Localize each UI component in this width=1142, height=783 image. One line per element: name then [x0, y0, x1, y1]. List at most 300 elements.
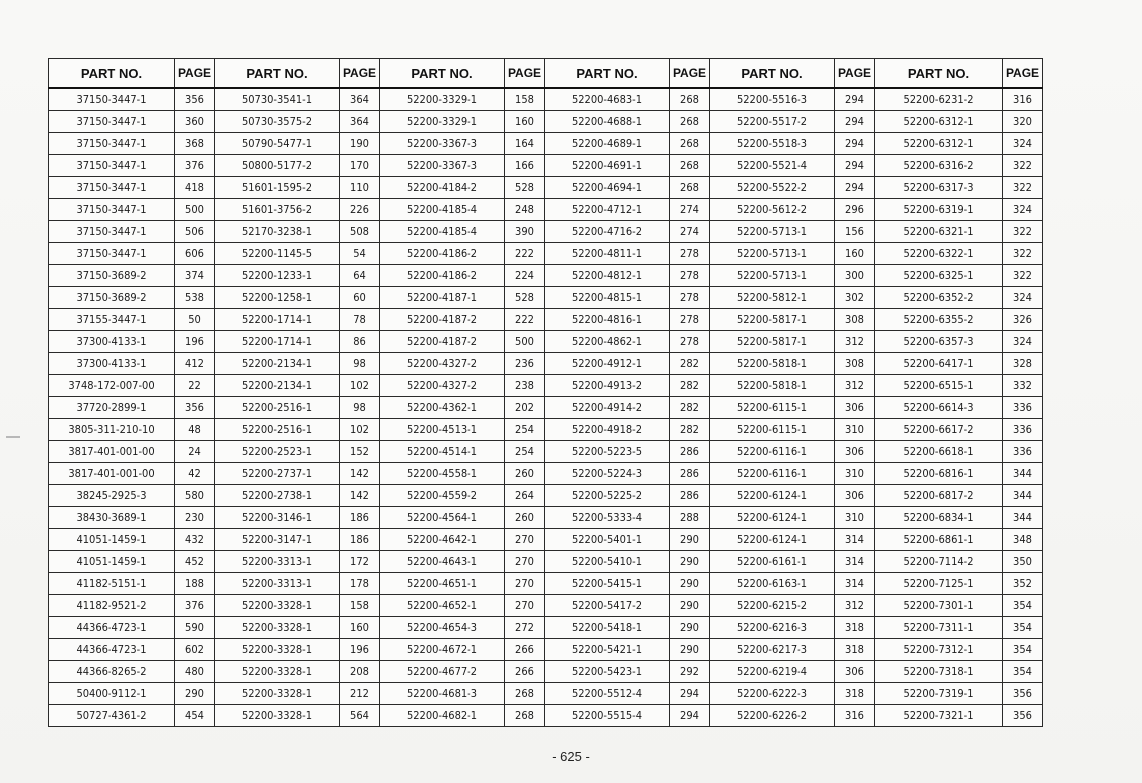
part-number-cell: 52200-6352-2: [875, 287, 1003, 309]
part-number-cell: 52200-3147-1: [215, 529, 340, 551]
page-cell: 316: [1003, 88, 1043, 111]
part-number-cell: 52200-4681-3: [380, 683, 505, 705]
column-header-part-no: PART NO.: [710, 59, 835, 89]
part-number-cell: 52200-7125-1: [875, 573, 1003, 595]
page-cell: 158: [505, 88, 545, 111]
part-number-cell: 52200-4643-1: [380, 551, 505, 573]
page-cell: 306: [835, 397, 875, 419]
page-cell: 294: [670, 705, 710, 727]
part-number-cell: 52200-1714-1: [215, 331, 340, 353]
page-cell: 270: [505, 551, 545, 573]
table-row: [49, 529, 1043, 551]
page-cell: 302: [835, 287, 875, 309]
part-number-cell: 52200-5225-2: [545, 485, 670, 507]
part-number-cell: 52200-3328-1: [215, 617, 340, 639]
page-cell: 412: [175, 353, 215, 375]
page-cell: 336: [1003, 441, 1043, 463]
page-cell: 270: [505, 529, 545, 551]
part-number-cell: 3805-311-210-10: [49, 419, 175, 441]
part-number-cell: 52200-6161-1: [710, 551, 835, 573]
part-number-cell: 52200-6321-1: [875, 221, 1003, 243]
part-number-cell: 37150-3447-1: [49, 199, 175, 221]
page-cell: 336: [1003, 419, 1043, 441]
page-cell: 166: [505, 155, 545, 177]
page-cell: 50: [175, 309, 215, 331]
part-number-cell: 52200-1258-1: [215, 287, 340, 309]
part-number-cell: 52200-6834-1: [875, 507, 1003, 529]
table-row: [49, 595, 1043, 617]
page-cell: 354: [1003, 595, 1043, 617]
table-row: [49, 661, 1043, 683]
part-number-cell: 52200-2516-1: [215, 397, 340, 419]
part-number-cell: 37150-3689-2: [49, 265, 175, 287]
part-number-cell: 37150-3447-1: [49, 133, 175, 155]
part-number-cell: 52200-4564-1: [380, 507, 505, 529]
part-number-cell: 52200-6124-1: [710, 507, 835, 529]
part-number-cell: 52200-7114-2: [875, 551, 1003, 573]
part-number-cell: 52200-6417-1: [875, 353, 1003, 375]
table-row: [49, 199, 1043, 221]
column-header-page: PAGE: [175, 59, 215, 89]
part-number-cell: 52200-4688-1: [545, 111, 670, 133]
page-cell: 152: [340, 441, 380, 463]
part-number-cell: 44366-4723-1: [49, 639, 175, 661]
part-number-cell: 52200-4651-1: [380, 573, 505, 595]
part-number-cell: 44366-4723-1: [49, 617, 175, 639]
part-number-cell: 50730-3575-2: [215, 111, 340, 133]
page-cell: 294: [835, 133, 875, 155]
part-number-cell: 52200-2738-1: [215, 485, 340, 507]
page-cell: 354: [1003, 617, 1043, 639]
page-number: - 625 -: [552, 749, 590, 764]
part-number-cell: 52200-4689-1: [545, 133, 670, 155]
page-cell: 368: [175, 133, 215, 155]
page-cell: 286: [670, 485, 710, 507]
page-cell: 308: [835, 353, 875, 375]
table-row: [49, 133, 1043, 155]
page-cell: 322: [1003, 265, 1043, 287]
part-number-cell: 52200-4815-1: [545, 287, 670, 309]
part-number-cell: 52200-4682-1: [380, 705, 505, 727]
page-cell: 328: [1003, 353, 1043, 375]
table-row: [49, 573, 1043, 595]
page-cell: 164: [505, 133, 545, 155]
table-row: [49, 639, 1043, 661]
table-row: [49, 88, 1043, 111]
page-cell: 310: [835, 419, 875, 441]
page-cell: 294: [835, 111, 875, 133]
table-row: [49, 331, 1043, 353]
part-number-cell: 52200-4185-4: [380, 221, 505, 243]
page-cell: 602: [175, 639, 215, 661]
part-number-cell: 52200-6124-1: [710, 485, 835, 507]
table-body: [49, 88, 1043, 727]
table-row: [49, 177, 1043, 199]
page-cell: 336: [1003, 397, 1043, 419]
part-number-cell: 37300-4133-1: [49, 331, 175, 353]
part-number-cell: 52200-6817-2: [875, 485, 1003, 507]
part-number-cell: 52200-4513-1: [380, 419, 505, 441]
part-number-cell: 52200-6222-3: [710, 683, 835, 705]
page-cell: 278: [670, 331, 710, 353]
part-number-cell: 52200-3329-1: [380, 88, 505, 111]
part-number-cell: 52200-5612-2: [710, 199, 835, 221]
part-number-cell: 37150-3447-1: [49, 243, 175, 265]
part-number-cell: 52200-6357-3: [875, 331, 1003, 353]
column-header-page: PAGE: [340, 59, 380, 89]
part-number-cell: 37150-3447-1: [49, 155, 175, 177]
part-number-cell: 52200-2516-1: [215, 419, 340, 441]
part-number-cell: 52200-4677-2: [380, 661, 505, 683]
part-number-cell: 52200-5401-1: [545, 529, 670, 551]
page-cell: 356: [175, 88, 215, 111]
part-number-cell: 52200-5333-4: [545, 507, 670, 529]
page-cell: 270: [505, 573, 545, 595]
part-number-cell: 50730-3541-1: [215, 88, 340, 111]
page-cell: 282: [670, 397, 710, 419]
page-cell: 102: [340, 419, 380, 441]
part-number-cell: 37300-4133-1: [49, 353, 175, 375]
page-cell: 274: [670, 199, 710, 221]
part-number-cell: 41051-1459-1: [49, 529, 175, 551]
page-cell: 278: [670, 265, 710, 287]
page-cell: 22: [175, 375, 215, 397]
part-number-cell: 52200-7301-1: [875, 595, 1003, 617]
page-cell: 348: [1003, 529, 1043, 551]
table-row: [49, 353, 1043, 375]
part-number-cell: 52200-7321-1: [875, 705, 1003, 727]
part-number-cell: 52200-4912-1: [545, 353, 670, 375]
page-cell: 418: [175, 177, 215, 199]
page-cell: 324: [1003, 199, 1043, 221]
table-row: [49, 265, 1043, 287]
page-cell: 452: [175, 551, 215, 573]
page-cell: 224: [505, 265, 545, 287]
page-cell: 374: [175, 265, 215, 287]
part-number-cell: 52200-5515-4: [545, 705, 670, 727]
part-number-cell: 52200-3367-3: [380, 155, 505, 177]
page-cell: 300: [835, 265, 875, 287]
page-cell: 282: [670, 375, 710, 397]
table-row: [49, 309, 1043, 331]
page-cell: 606: [175, 243, 215, 265]
part-number-cell: 38245-2925-3: [49, 485, 175, 507]
page-cell: 506: [175, 221, 215, 243]
part-number-cell: 52200-5418-1: [545, 617, 670, 639]
part-number-cell: 52200-4716-2: [545, 221, 670, 243]
part-number-cell: 37150-3447-1: [49, 177, 175, 199]
table-row: [49, 485, 1043, 507]
part-number-cell: 52200-6317-3: [875, 177, 1003, 199]
column-header-page: PAGE: [1003, 59, 1043, 89]
page-cell: 290: [670, 595, 710, 617]
table-row: [49, 441, 1043, 463]
page-cell: 288: [670, 507, 710, 529]
page-cell: 318: [835, 617, 875, 639]
page-cell: 390: [505, 221, 545, 243]
table-row: [49, 375, 1043, 397]
part-number-cell: 52200-5415-1: [545, 573, 670, 595]
page-cell: 270: [505, 595, 545, 617]
page-cell: 364: [340, 88, 380, 111]
part-number-cell: 37150-3447-1: [49, 88, 175, 111]
page-cell: 454: [175, 705, 215, 727]
part-number-cell: 52170-3238-1: [215, 221, 340, 243]
page-cell: 332: [1003, 375, 1043, 397]
part-number-cell: 52200-3328-1: [215, 705, 340, 727]
page-cell: 268: [505, 705, 545, 727]
page-cell: 260: [505, 507, 545, 529]
part-number-cell: 52200-4185-4: [380, 199, 505, 221]
page-cell: 282: [670, 353, 710, 375]
part-number-cell: 52200-6116-1: [710, 463, 835, 485]
part-number-cell: 52200-6226-2: [710, 705, 835, 727]
table-row: [49, 243, 1043, 265]
page-cell: 324: [1003, 331, 1043, 353]
part-number-cell: 52200-5817-1: [710, 309, 835, 331]
page-cell: 344: [1003, 485, 1043, 507]
part-number-cell: 52200-4187-2: [380, 309, 505, 331]
part-number-cell: 37150-3689-2: [49, 287, 175, 309]
part-number-cell: 52200-5516-3: [710, 88, 835, 111]
page-cell: 286: [670, 463, 710, 485]
part-number-cell: 38430-3689-1: [49, 507, 175, 529]
part-number-cell: 52200-4327-2: [380, 353, 505, 375]
page-cell: 290: [670, 639, 710, 661]
part-number-cell: 52200-3367-3: [380, 133, 505, 155]
page-cell: 248: [505, 199, 545, 221]
part-number-cell: 50400-9112-1: [49, 683, 175, 705]
part-number-cell: 52200-7319-1: [875, 683, 1003, 705]
table-row: [49, 397, 1043, 419]
page-cell: 238: [505, 375, 545, 397]
page-cell: 314: [835, 551, 875, 573]
page-cell: 186: [340, 507, 380, 529]
part-number-cell: 52200-6322-1: [875, 243, 1003, 265]
page-cell: 268: [505, 683, 545, 705]
page-cell: 290: [670, 529, 710, 551]
page-cell: 226: [340, 199, 380, 221]
page-cell: 278: [670, 243, 710, 265]
part-number-cell: 52200-4187-2: [380, 331, 505, 353]
page-cell: 266: [505, 661, 545, 683]
column-header-part-no: PART NO.: [215, 59, 340, 89]
part-number-cell: 52200-5410-1: [545, 551, 670, 573]
part-number-cell: 52200-4913-2: [545, 375, 670, 397]
page-cell: 254: [505, 441, 545, 463]
part-number-cell: 52200-4514-1: [380, 441, 505, 463]
part-number-cell: 52200-6216-3: [710, 617, 835, 639]
page-cell: 202: [505, 397, 545, 419]
part-number-cell: 52200-6614-3: [875, 397, 1003, 419]
table-row: [49, 507, 1043, 529]
part-number-cell: 52200-4914-2: [545, 397, 670, 419]
part-number-cell: 52200-5223-5: [545, 441, 670, 463]
part-number-cell: 37150-3447-1: [49, 111, 175, 133]
part-number-cell: 52200-5522-2: [710, 177, 835, 199]
part-number-cell: 51601-3756-2: [215, 199, 340, 221]
part-number-cell: 52200-4712-1: [545, 199, 670, 221]
part-number-cell: 52200-4559-2: [380, 485, 505, 507]
part-number-cell: 52200-5713-1: [710, 243, 835, 265]
part-number-cell: 52200-6115-1: [710, 397, 835, 419]
page-cell: 356: [175, 397, 215, 419]
page-cell: 294: [835, 88, 875, 111]
page-cell: 312: [835, 595, 875, 617]
part-number-cell: 44366-8265-2: [49, 661, 175, 683]
part-number-cell: 37720-2899-1: [49, 397, 175, 419]
page-cell: 432: [175, 529, 215, 551]
part-number-cell: 41182-5151-1: [49, 573, 175, 595]
part-number-cell: 52200-7312-1: [875, 639, 1003, 661]
page-cell: 268: [670, 133, 710, 155]
page-cell: 352: [1003, 573, 1043, 595]
part-number-cell: 3748-172-007-00: [49, 375, 175, 397]
part-number-cell: 52200-3328-1: [215, 683, 340, 705]
table-row: [49, 287, 1043, 309]
page-cell: 48: [175, 419, 215, 441]
parts-index-table: [48, 58, 1043, 727]
part-number-cell: 52200-4862-1: [545, 331, 670, 353]
page-cell: 350: [1003, 551, 1043, 573]
page-cell: 324: [1003, 287, 1043, 309]
part-number-cell: 50727-4361-2: [49, 705, 175, 727]
part-number-cell: 52200-5417-2: [545, 595, 670, 617]
column-header-page: PAGE: [505, 59, 545, 89]
page-cell: 322: [1003, 177, 1043, 199]
table-row: [49, 617, 1043, 639]
column-header-part-no: PART NO.: [49, 59, 175, 89]
part-number-cell: 52200-4694-1: [545, 177, 670, 199]
part-number-cell: 52200-5713-1: [710, 265, 835, 287]
page-cell: 312: [835, 375, 875, 397]
page-cell: 160: [505, 111, 545, 133]
part-number-cell: 52200-5224-3: [545, 463, 670, 485]
table-row: [49, 683, 1043, 705]
page-cell: 24: [175, 441, 215, 463]
part-number-cell: 52200-5818-1: [710, 375, 835, 397]
page-cell: 538: [175, 287, 215, 309]
part-number-cell: 52200-7318-1: [875, 661, 1003, 683]
part-number-cell: 52200-5812-1: [710, 287, 835, 309]
part-number-cell: 52200-2737-1: [215, 463, 340, 485]
page-cell: 322: [1003, 155, 1043, 177]
page-cell: 376: [175, 595, 215, 617]
table-row: [49, 419, 1043, 441]
table-row: [49, 155, 1043, 177]
part-number-cell: 52200-4672-1: [380, 639, 505, 661]
part-number-cell: 52200-3328-1: [215, 639, 340, 661]
page-cell: 160: [340, 617, 380, 639]
part-number-cell: 52200-4187-1: [380, 287, 505, 309]
page-cell: 158: [340, 595, 380, 617]
part-number-cell: 52200-4811-1: [545, 243, 670, 265]
part-number-cell: 52200-5713-1: [710, 221, 835, 243]
page-cell: 98: [340, 397, 380, 419]
part-number-cell: 52200-6617-2: [875, 419, 1003, 441]
page-cell: 326: [1003, 309, 1043, 331]
part-number-cell: 41051-1459-1: [49, 551, 175, 573]
page-cell: 54: [340, 243, 380, 265]
page-cell: 294: [835, 177, 875, 199]
page-cell: 320: [1003, 111, 1043, 133]
part-number-cell: 52200-4327-2: [380, 375, 505, 397]
page-cell: 376: [175, 155, 215, 177]
page-cell: 278: [670, 309, 710, 331]
column-header-part-no: PART NO.: [875, 59, 1003, 89]
part-number-cell: 51601-1595-2: [215, 177, 340, 199]
part-number-cell: 50800-5177-2: [215, 155, 340, 177]
page-cell: 306: [835, 441, 875, 463]
page-cell: 268: [670, 111, 710, 133]
part-number-cell: 52200-6115-1: [710, 419, 835, 441]
part-number-cell: 52200-3328-1: [215, 595, 340, 617]
table-header-row: [49, 59, 1043, 89]
part-number-cell: 52200-7311-1: [875, 617, 1003, 639]
part-number-cell: 52200-2134-1: [215, 353, 340, 375]
page-cell: 312: [835, 331, 875, 353]
page-cell: 186: [340, 529, 380, 551]
part-number-cell: 52200-4816-1: [545, 309, 670, 331]
page-cell: 268: [670, 155, 710, 177]
page-cell: 344: [1003, 507, 1043, 529]
page-cell: 160: [835, 243, 875, 265]
page-cell: 480: [175, 661, 215, 683]
part-number-cell: 52200-3313-1: [215, 573, 340, 595]
part-number-cell: 52200-6618-1: [875, 441, 1003, 463]
page-cell: 156: [835, 221, 875, 243]
part-number-cell: 52200-6215-2: [710, 595, 835, 617]
page-cell: 580: [175, 485, 215, 507]
part-number-cell: 52200-6861-1: [875, 529, 1003, 551]
page-cell: 528: [505, 287, 545, 309]
part-number-cell: 52200-4683-1: [545, 88, 670, 111]
page-cell: 268: [670, 88, 710, 111]
page-cell: 322: [1003, 221, 1043, 243]
part-number-cell: 52200-4186-2: [380, 243, 505, 265]
part-number-cell: 52200-5518-3: [710, 133, 835, 155]
part-number-cell: 52200-5818-1: [710, 353, 835, 375]
part-number-cell: 52200-6312-1: [875, 133, 1003, 155]
part-number-cell: 52200-5521-4: [710, 155, 835, 177]
page-cell: 500: [505, 331, 545, 353]
page-cell: 60: [340, 287, 380, 309]
page-cell: 292: [670, 661, 710, 683]
page-cell: 188: [175, 573, 215, 595]
page-cell: 354: [1003, 639, 1043, 661]
page-cell: 222: [505, 243, 545, 265]
page-cell: 356: [1003, 705, 1043, 727]
part-number-cell: 52200-1145-5: [215, 243, 340, 265]
page-cell: 314: [835, 573, 875, 595]
page-cell: 178: [340, 573, 380, 595]
part-number-cell: 52200-4558-1: [380, 463, 505, 485]
part-number-cell: 37150-3447-1: [49, 221, 175, 243]
page-cell: 508: [340, 221, 380, 243]
part-number-cell: 52200-6316-2: [875, 155, 1003, 177]
page-cell: 564: [340, 705, 380, 727]
page-cell: 322: [1003, 243, 1043, 265]
page-cell: 344: [1003, 463, 1043, 485]
page-cell: 266: [505, 639, 545, 661]
part-number-cell: 52200-6217-3: [710, 639, 835, 661]
page-cell: 196: [340, 639, 380, 661]
part-number-cell: 52200-3313-1: [215, 551, 340, 573]
part-number-cell: 52200-6116-1: [710, 441, 835, 463]
page-cell: 170: [340, 155, 380, 177]
part-number-cell: 52200-4184-2: [380, 177, 505, 199]
page-cell: 310: [835, 463, 875, 485]
